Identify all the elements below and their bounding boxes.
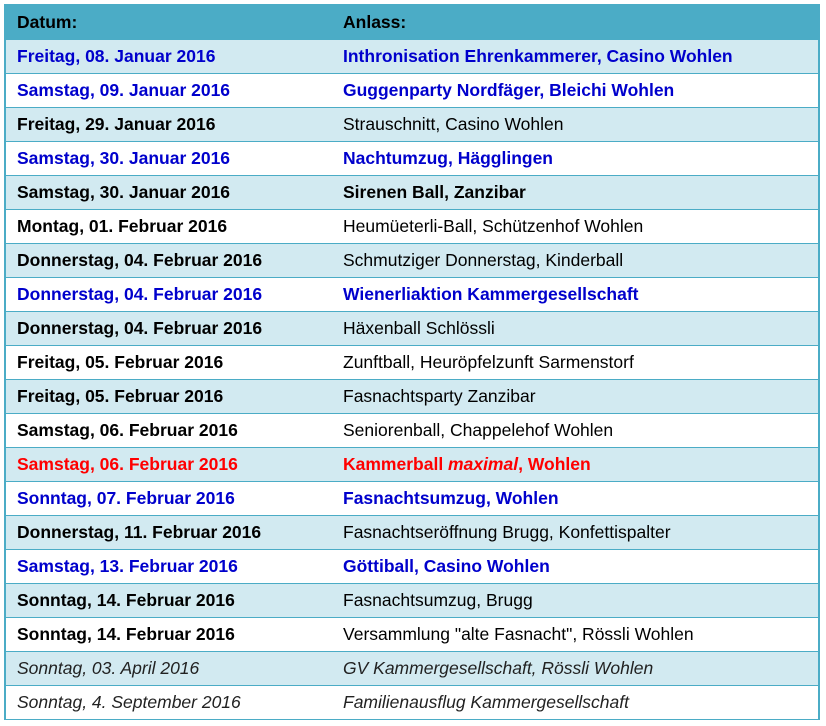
event-name [332,345,818,379]
event-date: Sonntag, 03. April 2016 [6,651,332,685]
table-row [6,73,818,107]
table-row [6,617,818,651]
table-row [6,209,818,243]
event-name-text: Fasnachtseröffnung Brugg, Konfettispalter [343,521,671,542]
table-row [6,141,818,175]
table-body [6,39,818,719]
event-date: Samstag, 06. Februar 2016 [6,447,332,481]
table-row [6,107,818,141]
event-table-frame [4,4,820,720]
event-date: Sonntag, 14. Februar 2016 [6,583,332,617]
event-name-text: Zunftball, Heuröpfelzunft Sarmenstorf [343,351,634,372]
event-table [6,6,818,719]
table-row [6,39,818,73]
event-name-text: Kammerball [343,453,449,474]
event-name-text: Strauschnitt, Casino Wohlen [343,113,564,134]
event-name [332,447,818,481]
table-row [6,311,818,345]
event-name-text: Göttiball, Casino Wohlen [343,555,550,576]
event-date: Samstag, 09. Januar 2016 [6,73,332,107]
event-name [332,583,818,617]
table-row [6,379,818,413]
event-name-text: Heumüeterli-Ball, Schützenhof Wohlen [343,215,644,236]
table-row [6,277,818,311]
table-row [6,583,818,617]
event-date: Freitag, 08. Januar 2016 [6,39,332,73]
table-row [6,345,818,379]
event-name-text: Häxenball Schlössli [343,317,495,338]
event-name [332,379,818,413]
event-date: Montag, 01. Februar 2016 [6,209,332,243]
event-name-text: GV Kammergesellschaft, Rössli Wohlen [343,657,654,678]
event-date: Sonntag, 07. Februar 2016 [6,481,332,515]
event-name-text: Seniorenball, Chappelehof Wohlen [343,419,614,440]
event-name-suffix: , Wohlen [518,453,591,474]
event-name [332,39,818,73]
event-date: Donnerstag, 04. Februar 2016 [6,311,332,345]
date-column-header: Datum: [6,6,332,39]
event-name-text: Sirenen Ball, Zanzibar [343,181,526,202]
event-name [332,617,818,651]
table-row [6,481,818,515]
event-date: Freitag, 29. Januar 2016 [6,107,332,141]
event-date: Donnerstag, 11. Februar 2016 [6,515,332,549]
event-name-text: Guggenparty Nordfäger, Bleichi Wohlen [343,79,675,100]
event-name [332,141,818,175]
event-name-text: Inthronisation Ehrenkammerer, Casino Wohlen [343,45,733,66]
event-name [332,651,818,685]
event-name-text: Fasnachtsumzug, Brugg [343,589,533,610]
event-date: Samstag, 06. Februar 2016 [6,413,332,447]
table-header-row [6,6,818,39]
event-date: Samstag, 30. Januar 2016 [6,175,332,209]
event-name [332,685,818,719]
event-name-text: Schmutziger Donnerstag, Kinderball [343,249,624,270]
table-row [6,685,818,719]
event-name-emphasis: maximal [448,453,519,474]
table-row [6,243,818,277]
event-name-text: Familienausflug Kammergesellschaft [343,691,629,712]
event-name-text: Nachtumzug, Hägglingen [343,147,553,168]
event-name [332,73,818,107]
event-name-text: Fasnachtsparty Zanzibar [343,385,536,406]
event-date: Freitag, 05. Februar 2016 [6,345,332,379]
table-row [6,651,818,685]
event-name-text: Fasnachtsumzug, Wohlen [343,487,559,508]
event-date: Donnerstag, 04. Februar 2016 [6,277,332,311]
event-name [332,515,818,549]
event-date: Sonntag, 14. Februar 2016 [6,617,332,651]
table-row [6,515,818,549]
event-name [332,209,818,243]
event-name [332,277,818,311]
event-name-text: Wienerliaktion Kammergesellschaft [343,283,639,304]
event-date: Freitag, 05. Februar 2016 [6,379,332,413]
table-row [6,175,818,209]
event-name-text: Versammlung "alte Fasnacht", Rössli Wohlen [343,623,694,644]
table-row [6,549,818,583]
event-name [332,311,818,345]
event-name [332,107,818,141]
event-name [332,413,818,447]
event-date: Donnerstag, 04. Februar 2016 [6,243,332,277]
event-name [332,549,818,583]
event-name [332,481,818,515]
table-row [6,447,818,481]
event-name [332,175,818,209]
event-date: Samstag, 13. Februar 2016 [6,549,332,583]
table-row [6,413,818,447]
event-date: Samstag, 30. Januar 2016 [6,141,332,175]
event-name [332,243,818,277]
event-date: Sonntag, 4. September 2016 [6,685,332,719]
event-column-header: Anlass: [332,6,818,39]
